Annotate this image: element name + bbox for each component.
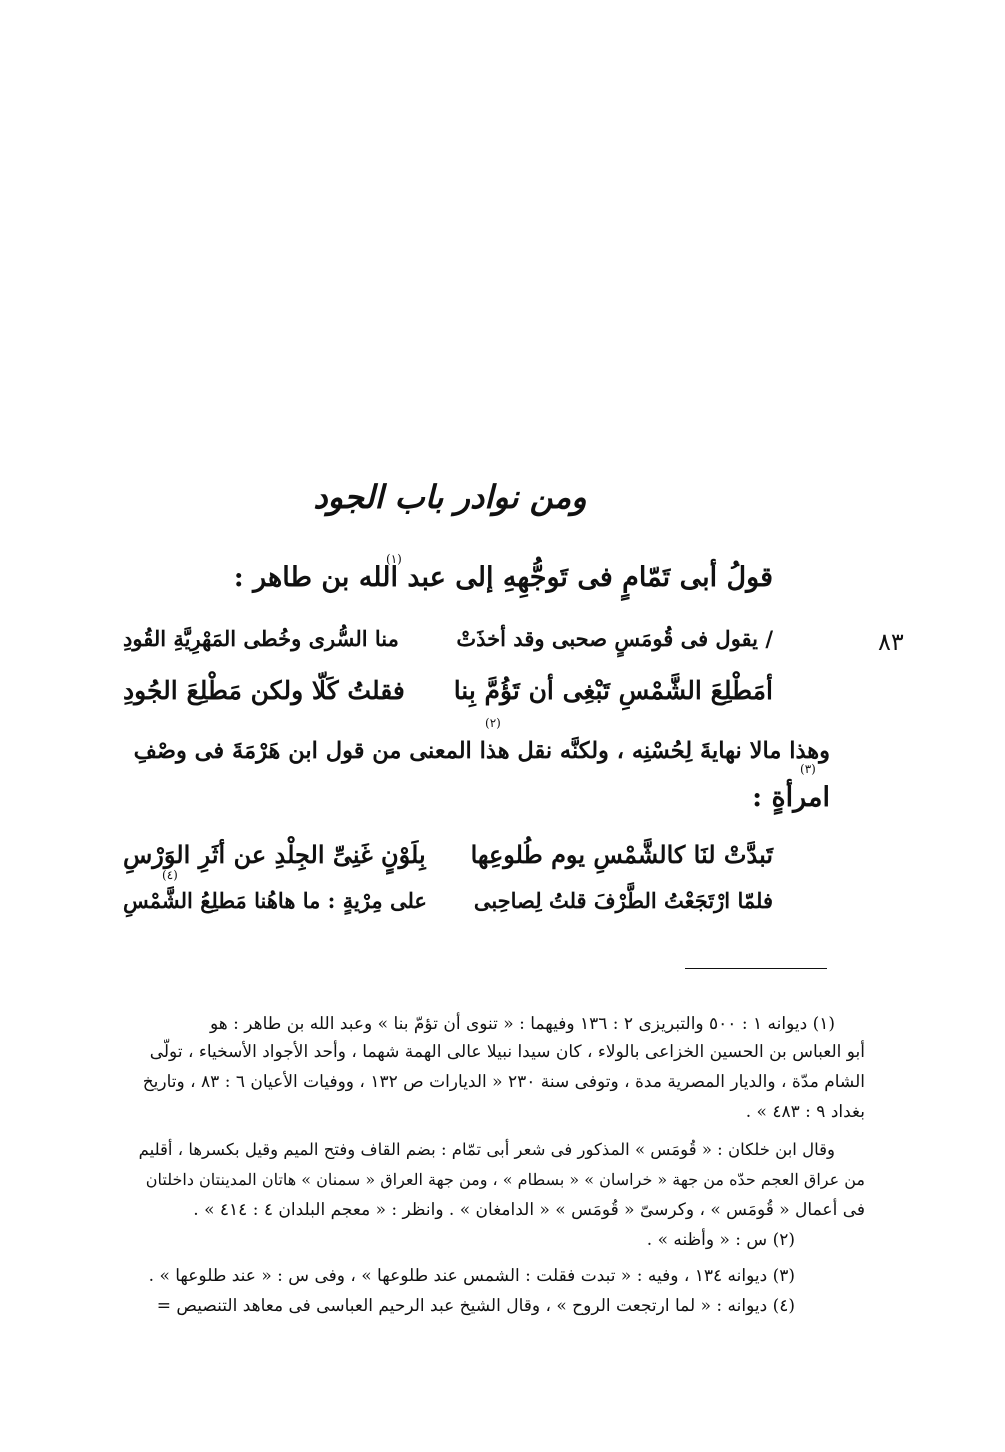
footnote-line: (٣) ديوانه ١٣٤ ، وفيه : « تبدت فقلت : الشمس عند طلوعها » ، وفى س : « عند طلوعها » . — [148, 1266, 795, 1286]
footnote-line: من عراق العجم حدّه من جهة « خراسان » « بسطام » ، ومن جهة العراق « سمنان » هاتان المدينتان داخلتان — [145, 1170, 865, 1189]
verse-hemistich-first: تَبدَّتْ لنَا كالشَّمْسِ يوم طُلوعِها — [470, 840, 773, 869]
verse-hemistich-first: فلمّا ارْتَجَعْتُ الطَّرْفَ قلتُ لِصاحِبى — [473, 888, 773, 913]
verse-line-1 — [123, 626, 773, 670]
footnote-marker-2: (٢) — [485, 716, 501, 730]
footnote-line: (١) ديوانه ١ : ٥٠٠ والتبريزى ٢ : ١٣٦ وفيهما : « تنوى أن تؤمّ بنا » وعبد الله بن طاهر : هو — [209, 1014, 835, 1034]
verse-hemistich-first: / يقول فى قُومَسٍ صحبى وقد أخذَتْ — [456, 626, 773, 651]
verse-hemistich-first: أمَطْلِعَ الشَّمْسِ تَبْغِى أن تَؤُمَّ بِنا — [453, 676, 773, 705]
intro-text: قولُ أبى تَمّامٍ فى تَوجُّهِهِ إلى عبد الله بن طاهر : — [233, 562, 773, 593]
verse-line-3 — [123, 840, 773, 884]
verse-hemistich-second: فقلتُ كَلّا ولكن مَطْلِعَ الجُودِ — [123, 676, 405, 705]
verse-line-2 — [123, 676, 773, 720]
margin-page-number: ٨٣ — [878, 628, 904, 656]
section-heading: ومن نوادر باب الجود — [313, 478, 587, 516]
verse-hemistich-second: منا السُّرى وخُطى المَهْرِيَّةِ القُودِ — [123, 626, 399, 651]
footnote-marker-4: (٤) — [162, 868, 178, 882]
verse-hemistich-second: بِلَوْنٍ غَنِىِّ الجِلْدِ عن أثَرِ الوَرْسِ — [123, 840, 426, 869]
prose-line-1: وهذا مالا نهايةَ لِحُسْنِه ، ولكنَّه نقل هذا المعنى من قول ابن هَرْمَةَ فى وصْفِ — [133, 738, 830, 764]
footnote-line: الشام مدّة ، والديار المصرية مدة ، وتوفى سنة ٢٣٠ « الديارات ص ١٣٢ ، ووفيات الأعيان ٦ : ٨٣ ، وتاريخ — [142, 1072, 865, 1092]
footnote-line: وقال ابن خلكان : « قُومَس » المذكور فى شعر أبى تمّام : بضم القاف وفتح الميم وقيل بكسرها ، أقليم — [138, 1140, 835, 1159]
footnote-marker-3: (٣) — [800, 762, 816, 776]
footnote-line: (٤) ديوانه : « لما ارتجعت الروح » ، وقال الشيخ عبد الرحيم العباسى فى معاهد التنصيص = — [156, 1296, 795, 1316]
verse-hemistich-second: على مِرْيةٍ : ما هاهُنا مَطلِعُ الشَّمْسِ — [123, 888, 427, 913]
footnote-line: فى أعمال « قُومَس » ، وكرسىّ « قُومَس » « الدامغان » . وانظر : « معجم البلدان ٤ : ٤١٤ » . — [193, 1200, 865, 1220]
intro-line — [234, 562, 773, 593]
prose-line-2: امرأةٍ : — [752, 782, 830, 813]
footnote-line: أبو العباس بن الحسين الخزاعى بالولاء ، كان سيدا نبيلا عالى الهمة شهما ، وأحد الأجواد الأسخياء ، تولّى — [149, 1042, 865, 1062]
footnote-line: (٢) س : « وأظنه » . — [646, 1230, 795, 1250]
footnote-separator — [685, 968, 827, 969]
footnote-marker-1: (١) — [386, 552, 402, 566]
footnote-line: بغداد ٩ : ٤٨٣ » . — [745, 1102, 865, 1122]
verse-line-4 — [123, 888, 773, 932]
